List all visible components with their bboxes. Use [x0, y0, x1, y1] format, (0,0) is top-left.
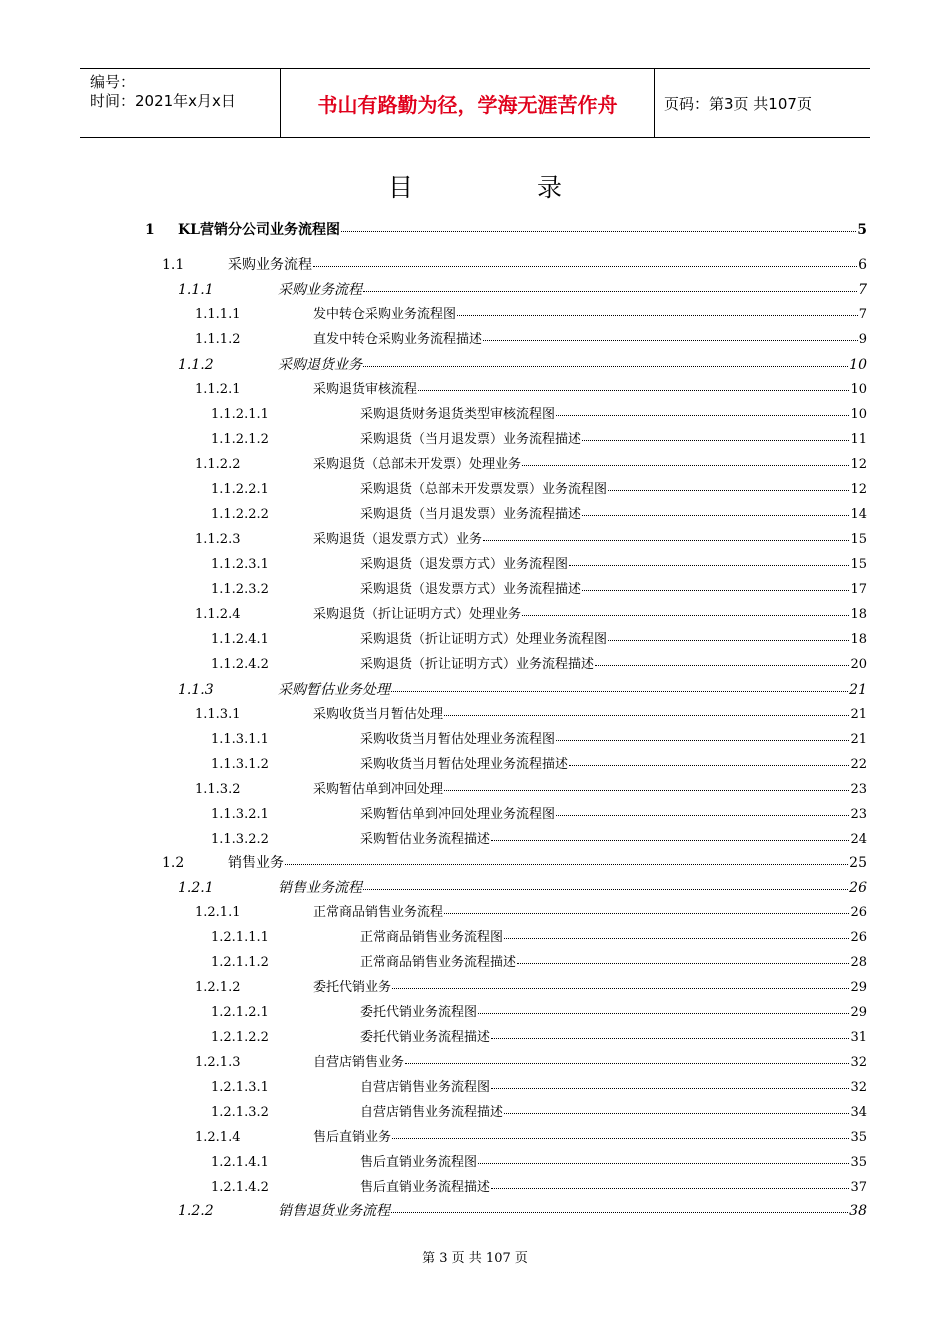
toc-entry-title: 委托代销业务流程图	[360, 1005, 478, 1020]
dot-leader	[363, 291, 857, 292]
toc-entry[interactable]	[211, 930, 867, 946]
toc-entry-title: KL营销分公司业务流程图	[178, 222, 341, 238]
toc-entry-page: 29	[850, 980, 867, 995]
toc-entry-page: 23	[850, 782, 867, 797]
toc-entry[interactable]	[211, 432, 867, 448]
toc-entry-number: 1.1.1.1	[195, 307, 241, 322]
toc-entry-number: 1.2.1	[178, 880, 214, 896]
dot-leader	[478, 1163, 849, 1164]
toc-entry-number: 1.1.2.1.1	[211, 407, 269, 422]
toc-entry-number: 1.1.3.1.1	[211, 732, 269, 747]
dot-leader	[457, 315, 858, 316]
toc-entry-title: 直发中转仓采购业务流程描述	[313, 332, 483, 347]
toc-entry-title: 售后直销业务	[313, 1130, 392, 1145]
dot-leader	[392, 988, 849, 989]
toc-entry-page: 21	[849, 682, 867, 698]
toc-entry[interactable]	[211, 482, 867, 498]
toc-entry-title: 销售业务	[228, 855, 284, 871]
dot-leader	[491, 840, 849, 841]
toc-entry-page: 32	[850, 1055, 867, 1070]
toc-entry[interactable]	[211, 407, 867, 423]
toc-entry[interactable]	[178, 682, 867, 698]
toc-entry-page: 12	[850, 457, 867, 472]
toc-entry-number: 1.2.1.4.2	[211, 1180, 269, 1195]
toc-entry-page: 18	[850, 607, 867, 622]
toc-entry[interactable]	[195, 707, 867, 723]
toc-entry-title: 采购退货审核流程	[313, 382, 418, 397]
dot-leader	[522, 615, 849, 616]
toc-entry-title: 采购暂估单到冲回处理	[313, 782, 444, 797]
toc-entry-number: 1.2.2	[178, 1203, 214, 1219]
toc-entry[interactable]	[162, 855, 867, 871]
toc-entry[interactable]	[195, 1055, 867, 1071]
toc-entry-page: 10	[850, 407, 867, 422]
toc-entry-page: 12	[850, 482, 867, 497]
page-header	[80, 68, 870, 138]
toc-entry-page: 35	[850, 1130, 867, 1145]
dot-leader	[341, 231, 856, 232]
toc-entry-page: 26	[850, 930, 867, 945]
dot-leader	[569, 765, 849, 766]
toc-entry-number: 1.2.1.2.2	[211, 1030, 269, 1045]
toc-entry-page: 23	[850, 807, 867, 822]
toc-entry[interactable]	[195, 607, 867, 623]
dot-leader	[556, 415, 849, 416]
header-page-info: 页码：第3页 共107页	[664, 94, 812, 113]
toc-entry-number: 1.1.2.1	[195, 382, 241, 397]
toc-entry-title: 采购退货（总部未开发票发票）业务流程图	[360, 482, 608, 497]
dot-leader	[418, 390, 849, 391]
toc-entry-title: 正常商品销售业务流程描述	[360, 955, 517, 970]
toc-entry-page: 24	[850, 832, 867, 847]
toc-entry-page: 34	[850, 1105, 867, 1120]
toc-entry-title: 委托代销业务	[313, 980, 392, 995]
toc-entry-title: 采购退货（折让证明方式）处理业务流程图	[360, 632, 608, 647]
toc-entry-number: 1.2.1.3.1	[211, 1080, 269, 1095]
dot-leader	[556, 815, 849, 816]
toc-entry-page: 20	[850, 657, 867, 672]
toc-entry[interactable]	[178, 880, 867, 896]
toc-entry-page: 11	[850, 432, 867, 447]
dot-leader	[595, 665, 849, 666]
toc-entry-page: 22	[850, 757, 867, 772]
dot-leader	[504, 938, 849, 939]
dot-leader	[504, 1113, 849, 1114]
toc-entry-title: 采购退货（退发票方式）业务流程描述	[360, 582, 582, 597]
toc-entry-title: 采购业务流程	[278, 282, 362, 298]
toc-entry[interactable]	[211, 1105, 867, 1121]
toc-entry[interactable]	[162, 257, 867, 273]
toc-entry-page: 15	[850, 557, 867, 572]
toc-entry-number: 1.1.2.2	[195, 457, 241, 472]
toc-entry-page: 32	[850, 1080, 867, 1095]
toc-entry-page: 37	[850, 1180, 867, 1195]
toc-entry-number: 1.1.2.2.2	[211, 507, 269, 522]
toc-entry[interactable]	[195, 332, 867, 348]
toc-entry-title: 采购退货（当月退发票）业务流程描述	[360, 432, 582, 447]
page-title: 目 录	[388, 173, 620, 202]
toc-entry-number: 1.1.2.3	[195, 532, 241, 547]
toc-entry-number: 1.2	[162, 855, 185, 871]
toc-entry-title: 采购退货（总部未开发票）处理业务	[313, 457, 522, 472]
toc-entry[interactable]	[211, 1030, 867, 1046]
toc-entry-page: 15	[850, 532, 867, 547]
toc-entry-number: 1.1.2.2.1	[211, 482, 269, 497]
toc-entry-number: 1.2.1.4	[195, 1130, 241, 1145]
toc-entry-number: 1.1.3.1.2	[211, 757, 269, 772]
toc-entry-number: 1.1.2.4	[195, 607, 241, 622]
toc-entry-page: 17	[850, 582, 867, 597]
toc-entry-number: 1.2.1.4.1	[211, 1155, 269, 1170]
toc-entry-title: 采购退货（退发票方式）业务	[313, 532, 483, 547]
dot-leader	[608, 640, 849, 641]
toc-entry-number: 1.1.3.2	[195, 782, 241, 797]
toc-entry-title: 自营店销售业务流程图	[360, 1080, 491, 1095]
toc-entry[interactable]	[178, 357, 867, 373]
toc-entry-number: 1	[145, 222, 155, 238]
dot-leader	[491, 1188, 849, 1189]
toc-entry[interactable]	[211, 757, 867, 773]
toc-entry-number: 1.1.3	[178, 682, 214, 698]
toc-entry-number: 1.1.2.4.1	[211, 632, 269, 647]
toc-entry[interactable]	[211, 1180, 867, 1196]
toc-entry-page: 6	[858, 257, 867, 273]
toc-entry-title: 采购暂估单到冲回处理业务流程图	[360, 807, 556, 822]
toc-entry-page: 38	[849, 1203, 867, 1219]
toc-entry[interactable]	[211, 507, 867, 523]
page-footer: 第 3 页 共 107 页	[422, 1251, 528, 1266]
toc-entry[interactable]	[211, 582, 867, 598]
toc-entry[interactable]	[195, 905, 867, 921]
toc-entry[interactable]	[211, 955, 867, 971]
toc-entry[interactable]	[211, 1155, 867, 1171]
dot-leader	[608, 490, 849, 491]
toc-entry-page: 21	[850, 732, 867, 747]
toc-entry-title: 自营店销售业务	[313, 1055, 405, 1070]
header-motto: 书山有路勤为径，学海无涯苦作舟	[281, 69, 655, 137]
toc-entry-title: 正常商品销售业务流程图	[360, 930, 504, 945]
toc-entry[interactable]	[195, 782, 867, 798]
dot-leader	[363, 366, 848, 367]
dot-leader	[483, 540, 849, 541]
toc-entry-number: 1.1.1.2	[195, 332, 241, 347]
toc-entry-page: 31	[850, 1030, 867, 1045]
dot-leader	[522, 465, 849, 466]
toc-entry-title: 采购退货业务	[278, 357, 362, 373]
toc-entry-number: 1.1.2.4.2	[211, 657, 269, 672]
toc-entry-title: 正常商品销售业务流程	[313, 905, 444, 920]
toc-entry-title: 采购暂估业务处理	[278, 682, 390, 698]
dot-leader	[569, 565, 849, 566]
toc-entry[interactable]	[211, 657, 867, 673]
toc-entry[interactable]	[145, 222, 867, 238]
toc-entry[interactable]	[211, 557, 867, 573]
toc-entry-number: 1.1	[162, 257, 185, 273]
toc-entry-page: 26	[849, 880, 867, 896]
toc-entry-number: 1.2.1.2.1	[211, 1005, 269, 1020]
toc-entry-number: 1.2.1.3.2	[211, 1105, 269, 1120]
toc-entry-title: 销售业务流程	[278, 880, 362, 896]
dot-leader	[313, 266, 857, 267]
toc-entry[interactable]	[195, 457, 867, 473]
dot-leader	[491, 1038, 849, 1039]
toc-entry-page: 5	[857, 222, 867, 238]
toc-entry-number: 1.1.3.2.1	[211, 807, 269, 822]
toc-entry-number: 1.1.3.1	[195, 707, 241, 722]
toc-entry-number: 1.1.2	[178, 357, 214, 373]
toc-entry[interactable]	[195, 532, 867, 548]
dot-leader	[391, 691, 848, 692]
date-label: 时间：2021年x月x日	[90, 92, 236, 110]
toc-entry[interactable]	[211, 732, 867, 748]
toc-entry-number: 1.1.1	[178, 282, 214, 298]
dot-leader	[391, 1212, 848, 1213]
toc-entry-title: 采购退货（退发票方式）业务流程图	[360, 557, 569, 572]
toc-entry-title: 采购退货（当月退发票）业务流程描述	[360, 507, 582, 522]
toc-entry-page: 21	[850, 707, 867, 722]
toc-entry[interactable]	[211, 832, 867, 848]
toc-entry-page: 29	[850, 1005, 867, 1020]
toc-entry-page: 7	[858, 282, 867, 298]
toc-entry-number: 1.1.2.3.2	[211, 582, 269, 597]
toc-entry-page: 18	[850, 632, 867, 647]
toc-entry[interactable]	[211, 807, 867, 823]
toc-entry-number: 1.2.1.2	[195, 980, 241, 995]
toc-entry[interactable]	[211, 1005, 867, 1021]
toc-entry[interactable]	[211, 632, 867, 648]
toc-entry-page: 10	[850, 382, 867, 397]
dot-leader	[582, 515, 849, 516]
dot-leader	[483, 340, 858, 341]
toc-entry[interactable]	[178, 282, 867, 298]
dot-leader	[285, 864, 848, 865]
toc-entry-page: 26	[850, 905, 867, 920]
toc-entry-number: 1.2.1.1.2	[211, 955, 269, 970]
toc-entry-title: 采购暂估业务流程描述	[360, 832, 491, 847]
toc-entry-page: 9	[858, 332, 867, 347]
toc-entry-number: 1.1.2.1.2	[211, 432, 269, 447]
toc-entry-title: 采购收货当月暂估处理业务流程图	[360, 732, 556, 747]
toc-entry-title: 采购退货财务退货类型审核流程图	[360, 407, 556, 422]
toc-entry[interactable]	[178, 1203, 867, 1219]
toc-entry-page: 25	[849, 855, 867, 871]
toc-entry-title: 售后直销业务流程描述	[360, 1180, 491, 1195]
toc-entry-title: 售后直销业务流程图	[360, 1155, 478, 1170]
toc-entry-title: 销售退货业务流程	[278, 1203, 390, 1219]
dot-leader	[517, 963, 849, 964]
toc-entry-title: 委托代销业务流程描述	[360, 1030, 491, 1045]
toc-entry-number: 1.1.3.2.2	[211, 832, 269, 847]
toc-entry-number: 1.2.1.3	[195, 1055, 241, 1070]
toc-entry[interactable]	[195, 980, 867, 996]
toc-entry-page: 7	[858, 307, 867, 322]
toc-entry-title: 采购业务流程	[228, 257, 312, 273]
toc-entry-title: 采购退货（折让证明方式）业务流程描述	[360, 657, 595, 672]
toc-entry-number: 1.2.1.1.1	[211, 930, 269, 945]
dot-leader	[392, 1138, 849, 1139]
toc-entry-number: 1.2.1.1	[195, 905, 241, 920]
dot-leader	[582, 440, 849, 441]
dot-leader	[478, 1013, 849, 1014]
dot-leader	[444, 790, 849, 791]
toc-entry-title: 发中转仓采购业务流程图	[313, 307, 457, 322]
toc-entry[interactable]	[211, 1080, 867, 1096]
toc-entry-page: 28	[850, 955, 867, 970]
toc-entry-page: 14	[850, 507, 867, 522]
toc-entry-page: 35	[850, 1155, 867, 1170]
number-label: 编号：	[90, 73, 136, 91]
toc-entry[interactable]	[195, 1130, 867, 1146]
dot-leader	[363, 889, 848, 890]
toc-entry-title: 采购收货当月暂估处理业务流程描述	[360, 757, 569, 772]
dot-leader	[582, 590, 849, 591]
dot-leader	[444, 913, 849, 914]
header-meta-cell	[80, 69, 281, 137]
toc-entry[interactable]	[195, 382, 867, 398]
toc-entry-number: 1.1.2.3.1	[211, 557, 269, 572]
toc-entry-title: 采购退货（折让证明方式）处理业务	[313, 607, 522, 622]
dot-leader	[405, 1063, 849, 1064]
dot-leader	[491, 1088, 849, 1089]
toc-entry-page: 10	[849, 357, 867, 373]
toc-entry-title: 采购收货当月暂估处理	[313, 707, 444, 722]
toc-entry[interactable]	[195, 307, 867, 323]
dot-leader	[556, 740, 849, 741]
toc-entry-title: 自营店销售业务流程描述	[360, 1105, 504, 1120]
dot-leader	[444, 715, 849, 716]
